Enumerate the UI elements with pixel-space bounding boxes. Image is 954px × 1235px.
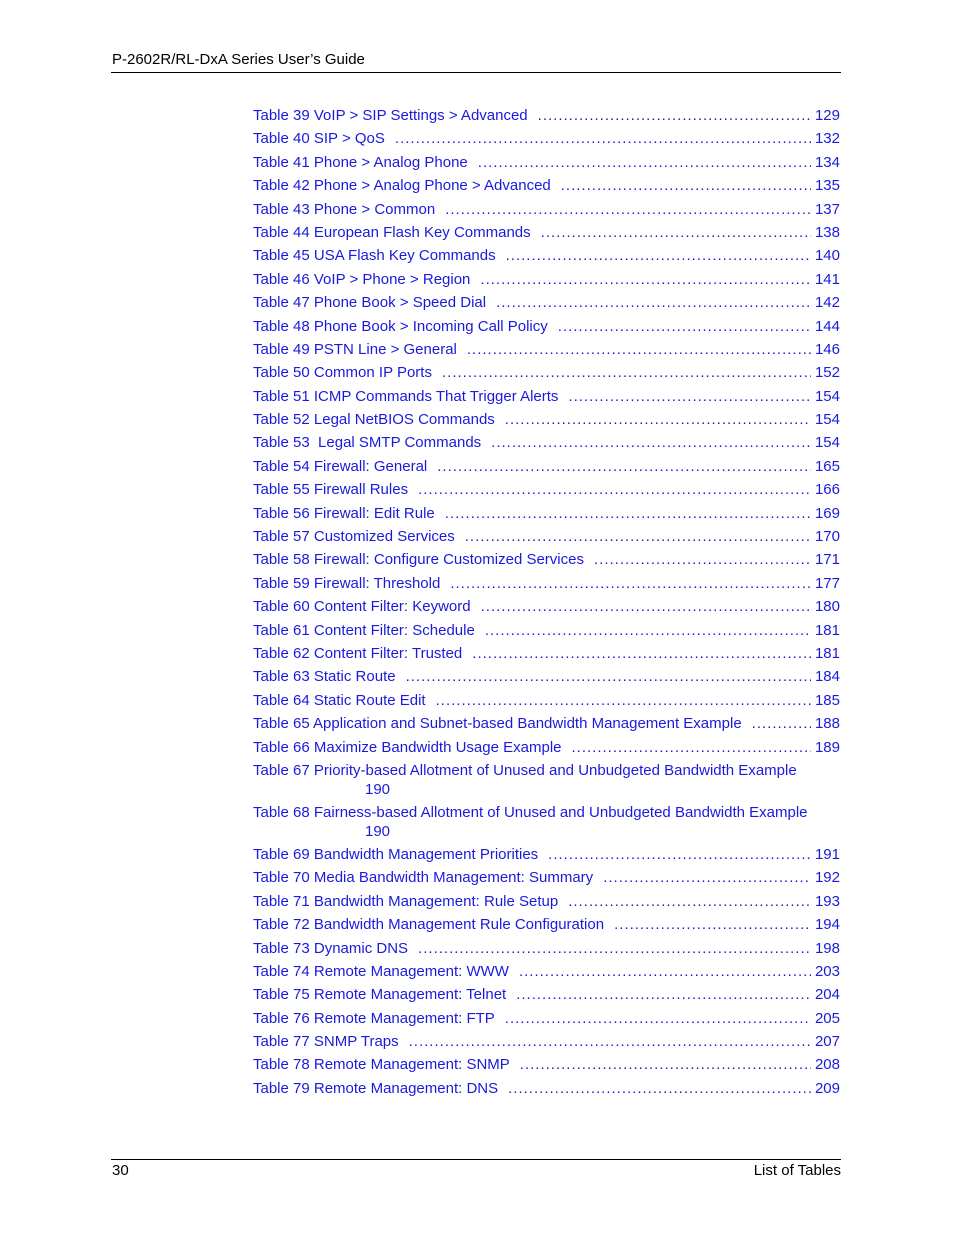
- toc-entry-label[interactable]: Table 70 Media Bandwidth Management: Summary: [253, 869, 594, 887]
- dot-leader: [506, 246, 811, 266]
- toc-entry-label[interactable]: Table 78 Remote Management: SNMP: [253, 1056, 510, 1074]
- toc-entry-label[interactable]: Table 76 Remote Management: FTP: [253, 1009, 495, 1027]
- page-header-title: P-2602R/RL-DxA Series User’s Guide: [112, 51, 365, 68]
- dot-leader: [568, 387, 811, 407]
- toc-entry[interactable]: [253, 574, 840, 597]
- toc-entry[interactable]: [253, 962, 840, 985]
- dot-leader: [541, 223, 811, 243]
- toc-entry[interactable]: [253, 667, 840, 690]
- dot-leader: [568, 892, 811, 912]
- toc-entry[interactable]: [253, 270, 840, 293]
- dot-leader: [496, 293, 811, 313]
- toc-entry-page-number[interactable]: 192: [814, 869, 840, 887]
- toc-entry-page-number[interactable]: 209: [814, 1079, 840, 1097]
- toc-entry[interactable]: [253, 939, 840, 962]
- toc-entry-label[interactable]: Table 48 Phone Book > Incoming Call Policy: [253, 317, 548, 335]
- toc-entry-page-number[interactable]: 184: [814, 668, 840, 686]
- toc-entry[interactable]: [253, 527, 840, 550]
- toc-entry-page-number[interactable]: 185: [814, 691, 840, 709]
- toc-entry[interactable]: [253, 868, 840, 891]
- dot-leader: [481, 597, 811, 617]
- dot-leader: [594, 550, 811, 570]
- toc-entry[interactable]: [253, 714, 840, 737]
- toc-entry-page-number[interactable]: 194: [814, 916, 840, 934]
- toc-entry-label[interactable]: Table 62 Content Filter: Trusted: [253, 644, 463, 662]
- dot-leader: [516, 985, 811, 1005]
- toc-entry-page-number[interactable]: 137: [814, 200, 840, 218]
- toc-entry[interactable]: [253, 504, 840, 527]
- dot-leader: [472, 644, 811, 664]
- toc-entry[interactable]: [253, 1032, 840, 1055]
- toc-entry[interactable]: [253, 387, 840, 410]
- toc-entry-label[interactable]: Table 56 Firewall: Edit Rule: [253, 504, 435, 522]
- toc-entry-label[interactable]: Table 44 European Flash Key Commands: [253, 223, 531, 241]
- dot-leader: [505, 1009, 811, 1029]
- toc-entry-page-number[interactable]: 169: [814, 504, 840, 522]
- toc-entry-label[interactable]: Table 42 Phone > Analog Phone > Advanced: [253, 177, 551, 195]
- toc-entry-page-number[interactable]: 193: [814, 892, 840, 910]
- toc-entry-page-number[interactable]: 154: [814, 387, 840, 405]
- toc-entry-label[interactable]: Table 39 VoIP > SIP Settings > Advanced: [253, 107, 528, 124]
- toc-entry-label[interactable]: Table 47 Phone Book > Speed Dial: [253, 294, 487, 312]
- toc-entry-page-number[interactable]: 165: [814, 457, 840, 475]
- dot-leader: [572, 738, 811, 758]
- dot-leader: [465, 527, 811, 547]
- header-divider: [111, 72, 841, 73]
- dot-leader: [467, 340, 811, 360]
- toc-entry-page-number[interactable]: 142: [814, 294, 840, 312]
- dot-leader: [548, 845, 811, 865]
- toc-entry-label[interactable]: Table 43 Phone > Common: [253, 200, 436, 218]
- toc-entry-label[interactable]: Table 68 Fairness-based Allotment of Unused and Unbudgeted Bandwidth Example: [253, 803, 808, 821]
- footer-page-number: 30: [112, 1162, 129, 1179]
- toc-entry-page-number[interactable]: 138: [814, 223, 840, 241]
- dot-leader: [520, 1055, 811, 1075]
- toc-entry[interactable]: [253, 621, 840, 644]
- toc-entry[interactable]: [253, 1079, 840, 1102]
- toc-entry-label[interactable]: Table 51 ICMP Commands That Trigger Alerts: [253, 387, 559, 405]
- toc-entry-page-number[interactable]: 181: [814, 644, 840, 662]
- toc-entry-label[interactable]: Table 40 SIP > QoS: [253, 130, 385, 148]
- dot-leader: [561, 176, 811, 196]
- dot-leader: [395, 129, 811, 149]
- toc-entry-label[interactable]: Table 54 Firewall: General: [253, 457, 428, 475]
- toc-entry[interactable]: [253, 738, 840, 761]
- toc-entry-page-number[interactable]: 208: [814, 1056, 840, 1074]
- toc-entry-label[interactable]: Table 61 Content Filter: Schedule: [253, 621, 475, 639]
- dot-leader: [442, 363, 811, 383]
- dot-leader: [436, 691, 811, 711]
- toc-entry-label[interactable]: Table 45 USA Flash Key Commands: [253, 247, 496, 265]
- toc-entry-label[interactable]: Table 72 Bandwidth Management Rule Configuration: [253, 916, 605, 934]
- dot-leader: [418, 939, 811, 959]
- dot-leader: [538, 106, 811, 126]
- toc-entry-label[interactable]: Table 73 Dynamic DNS: [253, 939, 409, 957]
- toc-entry[interactable]: [253, 691, 840, 714]
- toc-entry-label[interactable]: Table 52 Legal NetBIOS Commands: [253, 411, 495, 429]
- toc-entry-page-number[interactable]: 170: [814, 528, 840, 546]
- toc-entry[interactable]: [253, 246, 840, 269]
- toc-entry-label[interactable]: Table 71 Bandwidth Management: Rule Setup: [253, 892, 559, 910]
- toc-entry-label[interactable]: Table 58 Firewall: Configure Customized Services: [253, 551, 584, 569]
- toc-entry[interactable]: [253, 433, 840, 456]
- dot-leader: [406, 667, 811, 687]
- toc-entry[interactable]: [253, 223, 840, 246]
- toc-entry[interactable]: [253, 550, 840, 573]
- toc-entry-label[interactable]: Table 77 SNMP Traps: [253, 1033, 399, 1051]
- toc-entry-label[interactable]: Table 67 Priority-based Allotment of Unused and Unbudgeted Bandwidth Example: [253, 761, 797, 779]
- toc-entry-label[interactable]: Table 65 Application and Subnet-based Bandwidth Management Example: [253, 715, 742, 733]
- toc-entry-page-number[interactable]: 134: [814, 153, 840, 171]
- toc-entry-label[interactable]: Table 41 Phone > Analog Phone: [253, 153, 468, 171]
- toc-entry[interactable]: [253, 1009, 840, 1032]
- dot-leader: [505, 410, 811, 430]
- toc-entry-page-number[interactable]: 166: [814, 481, 840, 499]
- dot-leader: [519, 962, 811, 982]
- toc-entry-label[interactable]: Table 53 Legal SMTP Commands: [253, 434, 482, 452]
- toc-entry[interactable]: [253, 761, 840, 803]
- toc-entry[interactable]: [253, 1055, 840, 1078]
- toc-entry-page-number[interactable]: 154: [814, 411, 840, 429]
- toc-entry[interactable]: [253, 597, 840, 620]
- toc-entry-label[interactable]: Table 74 Remote Management: WWW: [253, 962, 509, 980]
- toc-entry[interactable]: [253, 803, 840, 845]
- toc-entry-page-number[interactable]: 146: [814, 340, 840, 358]
- toc-entry[interactable]: [253, 176, 840, 199]
- dot-leader: [437, 457, 811, 477]
- toc-entry-label[interactable]: Table 55 Firewall Rules: [253, 481, 409, 499]
- toc-entry[interactable]: [253, 317, 840, 340]
- dot-leader: [478, 153, 811, 173]
- toc-entry-page-number[interactable]: 204: [814, 986, 840, 1004]
- dot-leader: [603, 868, 811, 888]
- toc-entry[interactable]: [253, 892, 840, 915]
- toc-entry-label[interactable]: Table 63 Static Route: [253, 668, 396, 686]
- toc-entry-page-number[interactable]: 203: [814, 962, 840, 980]
- toc-entry[interactable]: [253, 410, 840, 433]
- dot-leader: [614, 915, 811, 935]
- toc-entry-label[interactable]: Table 46 VoIP > Phone > Region: [253, 270, 471, 288]
- toc-entry-label[interactable]: Table 79 Remote Management: DNS: [253, 1079, 499, 1097]
- toc-entry[interactable]: [253, 915, 840, 938]
- toc-entry-page-number[interactable]: 198: [814, 939, 840, 957]
- toc-entry-page-number[interactable]: 205: [814, 1009, 840, 1027]
- toc-entry-page-number[interactable]: 207: [814, 1033, 840, 1051]
- toc-entry-page-number[interactable]: 141: [814, 270, 840, 288]
- toc-entry[interactable]: [253, 845, 840, 868]
- toc-entry[interactable]: [253, 153, 840, 176]
- toc-entry[interactable]: [253, 293, 840, 316]
- toc-entry[interactable]: [253, 480, 840, 503]
- toc-entry-label[interactable]: Table 50 Common IP Ports: [253, 364, 432, 382]
- dot-leader: [485, 621, 811, 641]
- dot-leader: [558, 317, 811, 337]
- toc-entry[interactable]: [253, 200, 840, 223]
- footer-section-title: List of Tables: [753, 1162, 841, 1179]
- toc-entry-page-number[interactable]: 154: [814, 434, 840, 452]
- toc-entry-page-number[interactable]: 190: [365, 780, 391, 798]
- toc-entry-page-number[interactable]: 177: [814, 574, 840, 592]
- toc-entry-page-number[interactable]: 135: [814, 177, 840, 195]
- dot-leader: [445, 200, 811, 220]
- dot-leader: [450, 574, 811, 594]
- dot-leader: [508, 1079, 811, 1099]
- toc-entry-label[interactable]: Table 66 Maximize Bandwidth Usage Example: [253, 738, 562, 756]
- toc-entry[interactable]: [253, 457, 840, 480]
- toc-entry-page-number[interactable]: 171: [814, 551, 840, 569]
- dot-leader: [445, 504, 811, 524]
- toc-entry-label[interactable]: Table 60 Content Filter: Keyword: [253, 598, 471, 616]
- toc-entry-page-number[interactable]: 144: [814, 317, 840, 335]
- footer-divider: [111, 1159, 841, 1160]
- dot-leader: [752, 714, 811, 734]
- toc-entry-page-number[interactable]: 190: [365, 822, 391, 840]
- toc-entry-page-number[interactable]: 132: [814, 130, 840, 148]
- dot-leader: [409, 1032, 811, 1052]
- dot-leader: [480, 270, 811, 290]
- toc-entry-label[interactable]: Table 59 Firewall: Threshold: [253, 574, 441, 592]
- toc-entry[interactable]: [253, 363, 840, 386]
- toc-entry-page-number[interactable]: 191: [814, 845, 840, 863]
- toc-entry-page-number[interactable]: 129: [814, 107, 840, 124]
- toc-entry[interactable]: [253, 106, 840, 129]
- toc-entry[interactable]: [253, 985, 840, 1008]
- toc-entry-page-number[interactable]: 152: [814, 364, 840, 382]
- toc-entry[interactable]: [253, 129, 840, 152]
- toc-entry-page-number[interactable]: 189: [814, 738, 840, 756]
- toc-entry-page-number[interactable]: 181: [814, 621, 840, 639]
- toc-entry[interactable]: [253, 644, 840, 667]
- toc-entry-page-number[interactable]: 180: [814, 598, 840, 616]
- toc-entry-label[interactable]: Table 64 Static Route Edit: [253, 691, 426, 709]
- toc-entry-label[interactable]: Table 49 PSTN Line > General: [253, 340, 457, 358]
- toc-entry-label[interactable]: Table 57 Customized Services: [253, 528, 455, 546]
- toc-entry[interactable]: [253, 340, 840, 363]
- toc-entry-page-number[interactable]: 140: [814, 247, 840, 265]
- list-of-tables: [253, 106, 840, 1102]
- dot-leader: [491, 433, 811, 453]
- toc-entry-label[interactable]: Table 75 Remote Management: Telnet: [253, 986, 507, 1004]
- dot-leader: [418, 480, 811, 500]
- toc-entry-label[interactable]: Table 69 Bandwidth Management Priorities: [253, 845, 539, 863]
- toc-entry-page-number[interactable]: 188: [814, 715, 840, 733]
